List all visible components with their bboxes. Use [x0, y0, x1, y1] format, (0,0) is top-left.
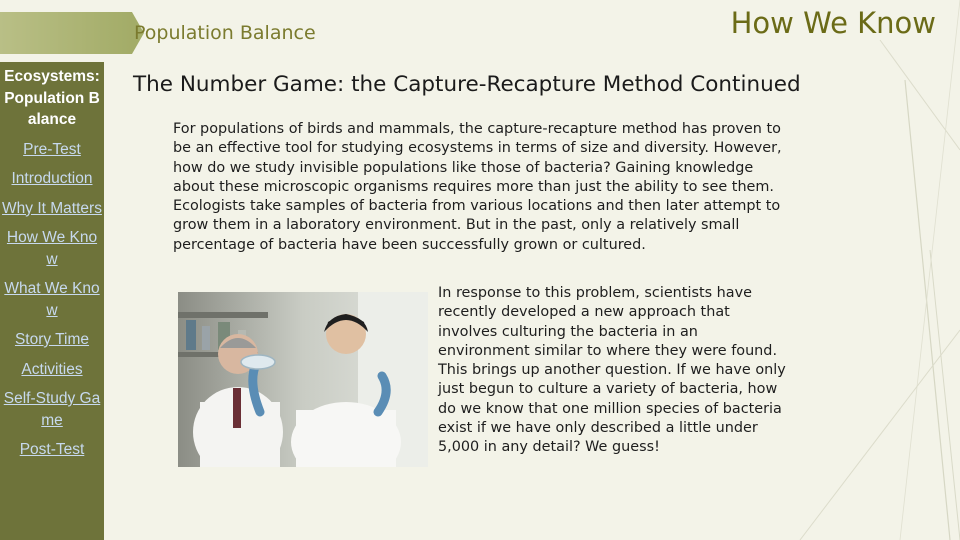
- nav-link-introduction[interactable]: Introduction: [11, 170, 93, 187]
- nav-link-how-we-know[interactable]: How We Know: [6, 229, 98, 268]
- content-paragraph-2: In response to this problem, scientists have recently developed a new approach that involves culturing the bacteria in an environment similar to where they were found. This brings up another question. If we have only just begun to culture a variety of bacteria, how do we know that one million species of bacteria exist if we have only described a little under 5,000 in any detail? We guess!: [438, 285, 786, 456]
- nav-link-activities[interactable]: Activities: [21, 360, 83, 378]
- nav-link-story-time[interactable]: Story Time: [14, 331, 90, 348]
- slide-heading: How We Know: [730, 6, 936, 40]
- nav-link-why-it-matters[interactable]: Why It Matters: [2, 199, 102, 217]
- content-paragraph-1: For populations of birds and mammals, the capture-recapture method has proven to be an effective tool for studying ecosystems in terms of size and diversity. However, how do we study invisible populations like those of bacteria? Gaining knowledge about these microscopic organisms requires more than just the ability to see them. Ecologists take samples of bacteria from various locations and then later attempt to grow them in a laboratory environment. But in the past, only a relatively small percentage of bacteria have been successfully grown or cultured.: [173, 121, 782, 253]
- scientists-photo: [178, 292, 428, 467]
- sidebar-nav: [0, 62, 104, 540]
- content-subtitle: The Number Game: the Capture-Recapture Method Continued: [133, 72, 801, 97]
- nav-link-self-study-game[interactable]: Self-Study Game: [3, 390, 101, 429]
- nav-link-what-we-know[interactable]: What We Know: [4, 280, 100, 319]
- title-banner: [0, 12, 132, 54]
- nav-link-pre-test[interactable]: Pre-Test: [23, 140, 81, 158]
- sidebar-title: Ecosystems: Population Balance: [4, 68, 100, 128]
- section-label: Population Balance: [134, 22, 316, 44]
- nav-link-post-test[interactable]: Post-Test: [19, 441, 85, 458]
